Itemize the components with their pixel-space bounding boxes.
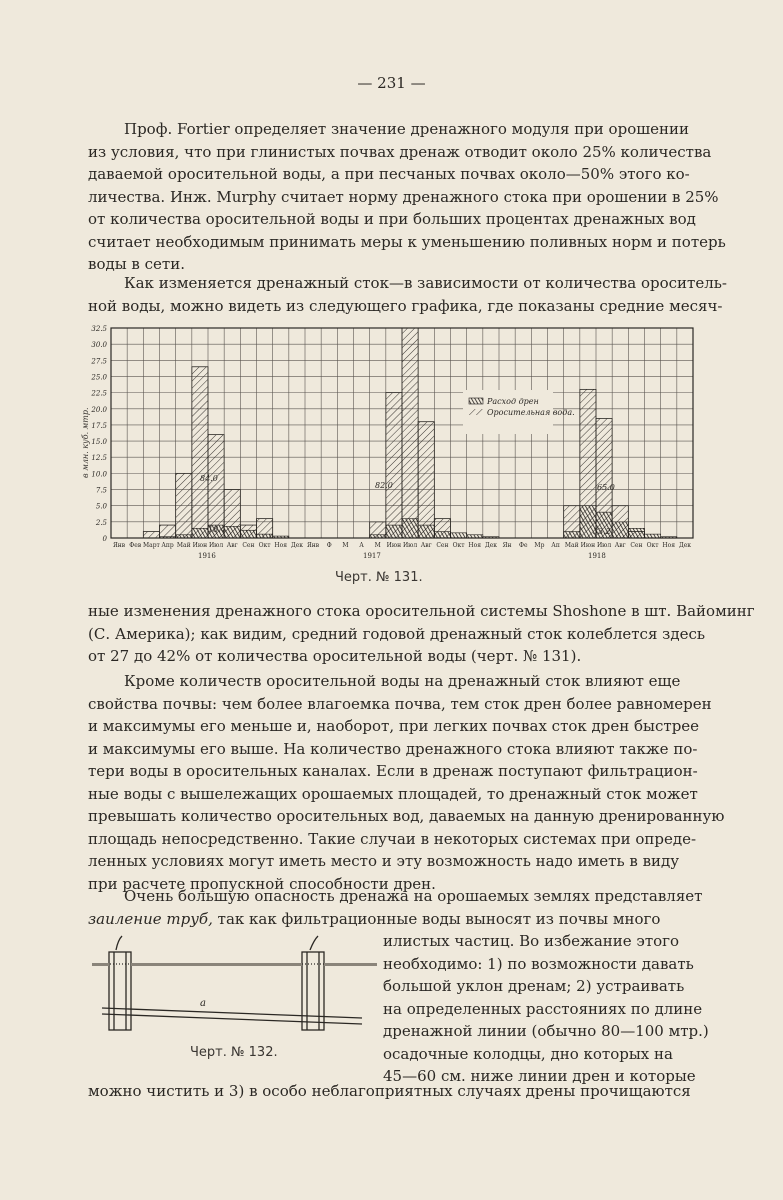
text-line: илистых частиц. Во избежание этого xyxy=(383,932,680,950)
text-line: 45—60 см. ниже линии дрен и которые xyxy=(383,1067,696,1085)
x-tick-label: Март xyxy=(142,542,160,549)
x-tick-label: Сен xyxy=(242,542,255,549)
emphasis: заиление труб, xyxy=(88,909,213,928)
x-tick-label: Июл xyxy=(402,542,418,549)
x-tick-label: Ап xyxy=(551,542,560,549)
paragraph-2 xyxy=(88,272,727,317)
annotation: 18.4 xyxy=(208,525,226,534)
y-tick-label: 32.5 xyxy=(91,325,107,333)
text-line: Как изменяется дренажный сток—в зависимости от количества ороситель- xyxy=(124,274,727,292)
bar-irrigation xyxy=(160,525,176,538)
text-line: (С. Америка); как видим, средний годовой дренажный сток колеблется здесь xyxy=(88,624,706,643)
text-line: и максимумы его меньше и, наоборот, при легких почвах сток дрен быстрее xyxy=(88,717,700,735)
x-tick-label: Ноя xyxy=(274,542,288,549)
y-tick-label: 22.5 xyxy=(91,389,107,398)
bar-drain xyxy=(483,537,499,538)
bar-drain xyxy=(564,532,580,538)
y-tick-label: 17.5 xyxy=(91,421,107,430)
text-line: и максимумы его выше. На количество дренажного стока влияют также по- xyxy=(88,739,698,758)
bar-drain xyxy=(418,525,434,538)
paragraph-5-wrap xyxy=(383,930,709,1088)
year-labels xyxy=(198,552,606,560)
bar-drain xyxy=(386,525,402,538)
bar-irrigation xyxy=(386,393,402,538)
x-tick-label: Авг xyxy=(420,542,432,549)
text-line: Кроме количеств оросительной воды на дренажный сток влияют еще xyxy=(124,672,681,690)
x-tick-label: А xyxy=(359,542,364,549)
bar-drain xyxy=(224,526,240,538)
bar-drain xyxy=(240,530,256,538)
annotation: 82.0 xyxy=(375,481,393,490)
bar-drain xyxy=(628,528,644,538)
x-tick-label: Сен xyxy=(630,542,643,549)
text-line xyxy=(88,908,685,931)
bar-drain xyxy=(612,522,628,538)
x-tick-label: М xyxy=(342,542,349,549)
paragraph-4 xyxy=(88,670,725,895)
x-tick-label: Дек xyxy=(290,542,304,549)
figure-caption-132: Черт. № 132. xyxy=(190,1045,278,1060)
bar-irrigation xyxy=(418,422,434,538)
y-tick-label: 12.5 xyxy=(91,454,107,463)
paragraph-5 xyxy=(88,885,703,930)
annotation: 65.0 xyxy=(597,483,615,492)
x-tick-label: Янв xyxy=(306,542,320,549)
x-tick-label: Июн xyxy=(580,542,596,549)
y-tick-label: 25.0 xyxy=(91,373,107,382)
x-tick-label: Ноя xyxy=(468,542,482,549)
bar-drain xyxy=(160,537,176,538)
text-line: площадь непосредственно. Такие случаи в некоторых системах при опреде- xyxy=(88,829,697,848)
bar-irrigation xyxy=(143,532,159,538)
text-line: ные изменения дренажного стока оросительной системы Shoshone в шт. Вайоминг xyxy=(88,602,755,620)
bar-irrigation xyxy=(192,367,208,538)
x-tick-label: Ф xyxy=(326,542,332,549)
text-line: при расчете пропускной способности дрен. xyxy=(88,874,436,893)
x-tick-label: Фев xyxy=(129,542,142,549)
x-tick-label: М xyxy=(374,542,381,549)
bar-drain xyxy=(257,534,273,538)
text-line: от количества оросительной воды и при больших процентах дренажных вод xyxy=(88,210,696,228)
diagram-label-a: a xyxy=(200,998,206,1009)
text-line: необходимо: 1) по возможности давать xyxy=(383,954,694,973)
x-tick-label: Дек xyxy=(484,542,498,549)
bar-drain xyxy=(467,535,483,538)
x-tick-label: Май xyxy=(176,542,191,549)
x-tick-label: Авг xyxy=(614,542,626,549)
y-tick-label: 15.0 xyxy=(91,438,107,447)
y-axis-label: в млн. куб. мтр. xyxy=(81,407,90,478)
legend xyxy=(463,390,575,434)
bar-irrigation xyxy=(402,328,418,538)
legend-drain: Расход дрен xyxy=(487,397,539,406)
x-tick-label: Авг xyxy=(226,542,238,549)
annotation: 84.0 xyxy=(200,474,218,483)
y-tick-label: 2.5 xyxy=(95,518,107,527)
x-tick-label: Окт xyxy=(452,542,465,549)
x-tick-label: Янв xyxy=(112,542,126,549)
text-line: можно чистить и 3) в особо неблагоприятных случаях дрены прочищаются xyxy=(88,1082,691,1100)
text-line: дренажной линии (обычно 80—100 мтр.) xyxy=(383,1022,709,1040)
drain-well-diagram xyxy=(92,930,377,1040)
y-axis-ticks xyxy=(90,325,107,543)
text-line: большой уклон дренам; 2) устраивать xyxy=(383,977,685,995)
x-tick-label: Окт xyxy=(258,542,271,549)
y-tick-label: 10.0 xyxy=(91,470,107,479)
x-tick-label: Июл xyxy=(208,542,224,549)
text-line: Очень большую опасность дренажа на орошаемых землях представляет xyxy=(124,887,703,905)
year-label: 1917 xyxy=(363,552,381,560)
page-number: — 231 — xyxy=(357,74,426,92)
text-line: на определенных расстояниях по длине xyxy=(383,999,703,1018)
x-tick-label: Ноя xyxy=(662,542,676,549)
text-line: тери воды в оросительных каналах. Если в дренаж поступают фильтрацион- xyxy=(88,762,698,780)
bar-drain xyxy=(402,519,418,538)
text-line: от 27 до 42% от количества оросительной воды (черт. № 131). xyxy=(88,647,582,665)
y-tick-label: 27.5 xyxy=(91,357,107,366)
x-tick-label: Апр xyxy=(161,542,174,549)
text-line: из условия, что при глинистых почвах дренаж отводит около 25% количества xyxy=(88,142,712,161)
annotation: 33.2 xyxy=(593,527,611,536)
y-tick-label: 20.0 xyxy=(91,405,107,414)
x-tick-label: Июл xyxy=(596,542,612,549)
bar-drain xyxy=(661,537,677,538)
text-line: воды в сети. xyxy=(88,255,185,273)
x-tick-label: Окт xyxy=(646,542,659,549)
x-tick-label: Сен xyxy=(436,542,449,549)
bar-drain xyxy=(434,532,450,538)
text-fragment: так как фильтрационные воды выносят из почвы много xyxy=(217,909,661,928)
text-line: превышать количество оросительных вод, даваемых на данную дренированную xyxy=(88,807,725,825)
paragraph-5-last xyxy=(88,1080,691,1103)
year-label: 1916 xyxy=(198,552,216,560)
x-tick-label: Июн xyxy=(192,542,208,549)
legend-swatch-water xyxy=(469,409,483,415)
bar-drain xyxy=(370,535,386,538)
x-tick-label: Фе xyxy=(518,542,528,549)
year-label: 1918 xyxy=(588,552,606,560)
text-line: даваемой оросительной воды, а при песчаных почвах около—50% этого ко- xyxy=(88,165,690,183)
text-line: личества. Инж. Murphy считает норму дренажного стока при орошении в 25% xyxy=(88,187,719,206)
text-line: Проф. Fortier определяет значение дренажного модуля при орошении xyxy=(124,120,690,138)
y-tick-label: 5.0 xyxy=(95,502,107,511)
text-line: ные воды с вышележащих орошаемых площадей, то дренажный сток может xyxy=(88,784,698,803)
x-tick-label: Май xyxy=(564,542,579,549)
irrigation-water-series xyxy=(143,328,644,538)
text-line: свойства почвы: чем более влагоемка почва, тем сток дрен более равномерен xyxy=(88,694,712,713)
figure-caption-131: Черт. № 131. xyxy=(335,570,423,585)
legend-swatch-drain xyxy=(469,398,483,404)
x-tick-label: Июн xyxy=(386,542,402,549)
x-axis-months xyxy=(113,542,691,549)
bar-irrigation xyxy=(176,473,192,538)
text-line: ленных условиях могут иметь место и эту возможность надо иметь в виду xyxy=(88,852,680,870)
bar-drain xyxy=(192,528,208,538)
text-line: считает необходимым принимать меры к уменьшению поливных норм и потерь xyxy=(88,232,726,251)
y-tick-label: 30.0 xyxy=(91,341,107,350)
bar-irrigation xyxy=(208,435,224,538)
x-tick-label: Ян xyxy=(502,542,512,549)
paragraph-1 xyxy=(88,118,726,276)
bar-drain xyxy=(176,535,192,538)
y-tick-label: 0 xyxy=(102,535,107,543)
paragraph-3 xyxy=(88,600,755,668)
bar-drain xyxy=(273,536,289,538)
x-tick-label: Мр xyxy=(534,542,545,549)
bar-drain xyxy=(451,533,467,538)
bar-drain xyxy=(645,534,661,538)
text-line: ной воды, можно видеть из следующего графика, где показаны средние месяч- xyxy=(88,296,723,315)
y-tick-label: 7.5 xyxy=(95,486,107,495)
legend-water: Оросительная вода. xyxy=(487,408,575,417)
x-tick-label: Дек xyxy=(678,542,692,549)
drainage-chart xyxy=(78,318,698,563)
text-line: осадочные колодцы, дно которых на xyxy=(383,1044,673,1063)
